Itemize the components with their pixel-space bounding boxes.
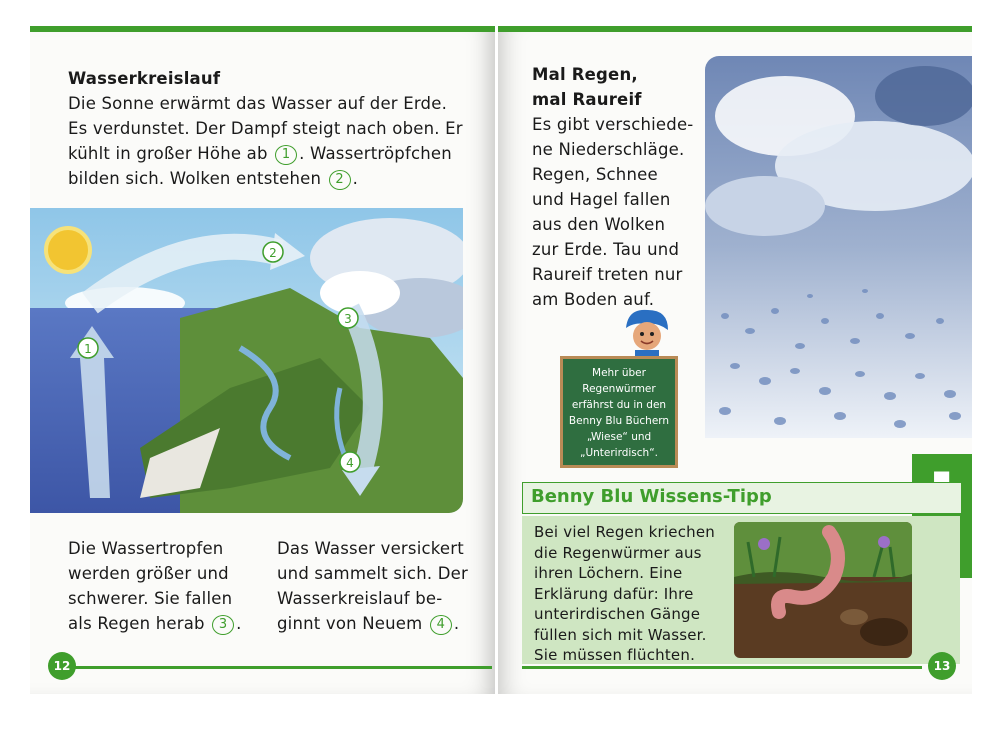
marker-3: 3 <box>212 615 234 635</box>
top-green-bar <box>498 26 972 32</box>
col2-line: Das Wasser versickert <box>277 539 464 558</box>
marker-4: 4 <box>430 615 452 635</box>
tip-line: unterirdischen Gänge <box>534 605 701 623</box>
intro-line: kühlt in großer Höhe ab 1 . Wassertröpfchen <box>68 144 452 163</box>
intro-line: Die Sonne erwärmt das Wasser auf der Erde. <box>68 94 448 113</box>
col1-line: als Regen herab 3 . <box>68 614 242 633</box>
tip-line: ihren Löchern. Eine <box>534 564 683 582</box>
diagram-marker-4: 4 <box>346 456 354 470</box>
intro-line: Es verdunstet. Der Dampf steigt nach oben. Er <box>68 119 463 138</box>
col2-line: und sammelt sich. Der <box>277 564 468 583</box>
tip-text <box>534 522 734 666</box>
intro-line-part: kühlt in großer Höhe ab <box>68 144 268 163</box>
marker-2: 2 <box>329 170 351 190</box>
sign-line: erfährst du in den <box>571 399 667 411</box>
intro-line-part: bilden sich. Wolken entstehen <box>68 169 322 188</box>
intro-line: bilden sich. Wolken entstehen 2 . <box>68 169 359 188</box>
marker-1: 1 <box>275 145 297 165</box>
col2-line: ginnt von Neuem 4 . <box>277 614 460 633</box>
info-sign-board <box>560 356 678 468</box>
bottom-green-bar <box>60 666 492 669</box>
page-number-13: 13 <box>928 652 956 680</box>
body-line: Raureif treten nur <box>532 265 683 284</box>
body-line: aus den Wolken <box>532 215 666 234</box>
body-line: am Boden auf. <box>532 290 655 309</box>
sign-line: Mehr über <box>592 367 646 379</box>
right-page <box>498 26 972 694</box>
tip-line: Bei viel Regen kriechen <box>534 523 716 541</box>
tip-title: Benny Blu Wissens-Tipp <box>531 486 772 507</box>
top-green-bar <box>30 26 495 32</box>
sign-line: „Unterirdisch“. <box>580 447 658 459</box>
diagram-marker-2: 2 <box>269 246 277 260</box>
col1-line-part: als Regen herab <box>68 614 205 633</box>
left-page <box>30 26 495 694</box>
heading-wasserkreislauf: Wasserkreislauf <box>68 69 221 88</box>
tip-line: die Regenwürmer aus <box>534 543 702 562</box>
tip-line: Erklärung dafür: Ihre <box>534 584 694 603</box>
intro-text <box>68 66 488 191</box>
tip-title-bar <box>522 482 961 514</box>
bottom-green-bar <box>522 666 922 669</box>
col1-line: werden größer und <box>68 564 229 583</box>
tip-line: Sie müssen flüchten. <box>534 646 696 664</box>
column-1-text <box>68 536 278 636</box>
intro-line-part: Wassertröpfchen <box>310 144 452 163</box>
col2-line-part: ginnt von Neuem <box>277 614 423 633</box>
precipitation-text <box>532 62 712 312</box>
tip-box <box>522 516 960 664</box>
water-cycle-illustration <box>30 208 463 513</box>
earthworm-illustration <box>734 522 912 658</box>
sign-line: „Wiese“ und <box>586 431 652 443</box>
heading-line-2: mal Raureif <box>532 90 642 109</box>
col1-line: schwerer. Sie fallen <box>68 589 233 608</box>
diagram-marker-1: 1 <box>84 342 92 356</box>
body-line: zur Erde. Tau und <box>532 240 680 259</box>
tip-line: füllen sich mit Wasser. <box>534 625 707 644</box>
column-2-text <box>277 536 492 636</box>
col1-line: Die Wassertropfen <box>68 539 224 558</box>
sign-line: Benny Blu Büchern <box>568 415 670 427</box>
body-line: Regen, Schnee <box>532 165 658 184</box>
body-line: ne Niederschläge. <box>532 140 685 159</box>
col2-line: Wasserkreislauf be- <box>277 589 443 608</box>
body-line: Es gibt verschiede- <box>532 115 694 134</box>
rain-hail-illustration <box>705 56 972 438</box>
sign-line: Regenwürmer <box>582 383 656 395</box>
diagram-marker-3: 3 <box>344 312 352 326</box>
heading-line-1: Mal Regen, <box>532 65 638 84</box>
page-number-12: 12 <box>48 652 76 680</box>
body-line: und Hagel fallen <box>532 190 671 209</box>
